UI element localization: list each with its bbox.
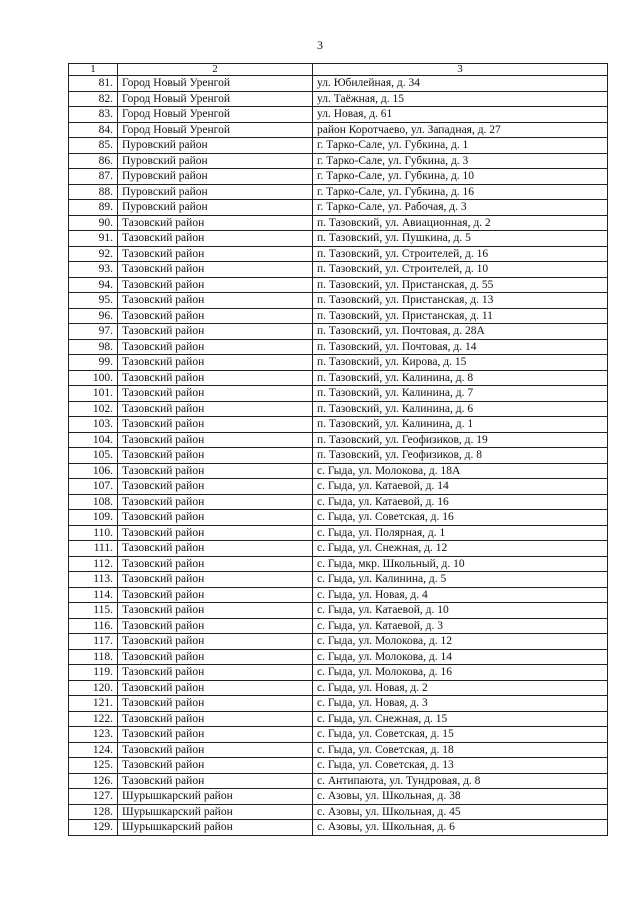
- address-cell: п. Тазовский, ул. Геофизиков, д. 8: [313, 448, 608, 464]
- row-number-cell: 98.: [69, 339, 118, 355]
- district-cell: Тазовский район: [118, 587, 313, 603]
- row-number-cell: 107.: [69, 479, 118, 495]
- address-cell: п. Тазовский, ул. Кирова, д. 15: [313, 355, 608, 371]
- row-number-cell: 121.: [69, 696, 118, 712]
- table-row: [69, 355, 608, 371]
- address-cell: с. Гыда, ул. Катаевой, д. 16: [313, 494, 608, 510]
- district-cell: Тазовский район: [118, 680, 313, 696]
- district-cell: Тазовский район: [118, 618, 313, 634]
- table-row: [69, 153, 608, 169]
- address-cell: с. Гыда, ул. Молокова, д. 16: [313, 665, 608, 681]
- row-number-cell: 119.: [69, 665, 118, 681]
- row-number-cell: 88.: [69, 184, 118, 200]
- district-cell: Шурышкарский район: [118, 804, 313, 820]
- district-cell: Город Новый Уренгой: [118, 76, 313, 92]
- table-row: [69, 417, 608, 433]
- district-cell: Тазовский район: [118, 541, 313, 557]
- table-row: [69, 386, 608, 402]
- address-cell: с. Гыда, ул. Новая, д. 4: [313, 587, 608, 603]
- table-row: [69, 680, 608, 696]
- table-row: [69, 463, 608, 479]
- address-cell: с. Антипаюта, ул. Тундровая, д. 8: [313, 773, 608, 789]
- row-number-cell: 87.: [69, 169, 118, 185]
- row-number-cell: 115.: [69, 603, 118, 619]
- address-cell: с. Гыда, ул. Молокова, д. 18А: [313, 463, 608, 479]
- district-cell: Тазовский район: [118, 277, 313, 293]
- row-number-cell: 90.: [69, 215, 118, 231]
- address-cell: п. Тазовский, ул. Пристанская, д. 11: [313, 308, 608, 324]
- address-cell: с. Гыда, ул. Молокова, д. 14: [313, 649, 608, 665]
- district-cell: Тазовский район: [118, 742, 313, 758]
- table-row: [69, 711, 608, 727]
- row-number-cell: 125.: [69, 758, 118, 774]
- address-cell: п. Тазовский, ул. Калинина, д. 7: [313, 386, 608, 402]
- address-cell: с. Гыда, ул. Советская, д. 18: [313, 742, 608, 758]
- address-cell: п. Тазовский, ул. Калинина, д. 8: [313, 370, 608, 386]
- address-cell: п. Тазовский, ул. Калинина, д. 1: [313, 417, 608, 433]
- column-header-address: 3: [313, 64, 608, 76]
- district-cell: Тазовский район: [118, 432, 313, 448]
- row-number-cell: 110.: [69, 525, 118, 541]
- district-cell: Тазовский район: [118, 479, 313, 495]
- address-cell: г. Тарко-Сале, ул. Рабочая, д. 3: [313, 200, 608, 216]
- row-number-cell: 94.: [69, 277, 118, 293]
- address-cell: с. Гыда, ул. Снежная, д. 15: [313, 711, 608, 727]
- district-cell: Пуровский район: [118, 169, 313, 185]
- district-cell: Пуровский район: [118, 200, 313, 216]
- table-row: [69, 525, 608, 541]
- address-cell: с. Гыда, ул. Советская, д. 15: [313, 727, 608, 743]
- address-cell: с. Гыда, ул. Снежная, д. 12: [313, 541, 608, 557]
- table-row: [69, 634, 608, 650]
- table-row: [69, 432, 608, 448]
- row-number-cell: 89.: [69, 200, 118, 216]
- column-header-number: 1: [69, 64, 118, 76]
- table-row: [69, 758, 608, 774]
- row-number-cell: 111.: [69, 541, 118, 557]
- address-cell: с. Гыда, ул. Советская, д. 13: [313, 758, 608, 774]
- page-number: 3: [317, 38, 323, 52]
- district-cell: Город Новый Уренгой: [118, 91, 313, 107]
- district-cell: Пуровский район: [118, 184, 313, 200]
- address-cell: с. Гыда, ул. Советская, д. 16: [313, 510, 608, 526]
- row-number-cell: 103.: [69, 417, 118, 433]
- district-cell: Тазовский район: [118, 711, 313, 727]
- table-row: [69, 494, 608, 510]
- row-number-cell: 101.: [69, 386, 118, 402]
- row-number-cell: 118.: [69, 649, 118, 665]
- address-cell: п. Тазовский, ул. Пристанская, д. 55: [313, 277, 608, 293]
- district-cell: Тазовский район: [118, 556, 313, 572]
- table-row: [69, 293, 608, 309]
- address-cell: п. Тазовский, ул. Пушкина, д. 5: [313, 231, 608, 247]
- district-cell: Тазовский район: [118, 386, 313, 402]
- district-cell: Тазовский район: [118, 324, 313, 340]
- address-cell: с. Гыда, мкр. Школьный, д. 10: [313, 556, 608, 572]
- district-cell: Тазовский район: [118, 665, 313, 681]
- row-number-cell: 105.: [69, 448, 118, 464]
- address-cell: с. Азовы, ул. Школьная, д. 6: [313, 820, 608, 836]
- address-cell: с. Азовы, ул. Школьная, д. 45: [313, 804, 608, 820]
- row-number-cell: 109.: [69, 510, 118, 526]
- district-cell: Пуровский район: [118, 138, 313, 154]
- table-row: [69, 401, 608, 417]
- address-cell: г. Тарко-Сале, ул. Губкина, д. 1: [313, 138, 608, 154]
- table-row: [69, 572, 608, 588]
- table-row: [69, 665, 608, 681]
- row-number-cell: 95.: [69, 293, 118, 309]
- row-number-cell: 116.: [69, 618, 118, 634]
- district-cell: Тазовский район: [118, 355, 313, 371]
- row-number-cell: 102.: [69, 401, 118, 417]
- address-cell: район Коротчаево, ул. Западная, д. 27: [313, 122, 608, 138]
- table-row: [69, 820, 608, 836]
- address-cell: ул. Таёжная, д. 15: [313, 91, 608, 107]
- table-header-row: [69, 64, 608, 76]
- row-number-cell: 106.: [69, 463, 118, 479]
- table-row: [69, 649, 608, 665]
- table-row: [69, 510, 608, 526]
- district-cell: Тазовский район: [118, 603, 313, 619]
- row-number-cell: 96.: [69, 308, 118, 324]
- table-row: [69, 696, 608, 712]
- table-row: [69, 603, 608, 619]
- district-cell: Город Новый Уренгой: [118, 107, 313, 123]
- table-row: [69, 246, 608, 262]
- address-cell: п. Тазовский, ул. Пристанская, д. 13: [313, 293, 608, 309]
- district-cell: Город Новый Уренгой: [118, 122, 313, 138]
- row-number-cell: 112.: [69, 556, 118, 572]
- table-row: [69, 324, 608, 340]
- district-cell: Тазовский район: [118, 773, 313, 789]
- address-cell: п. Тазовский, ул. Калинина, д. 6: [313, 401, 608, 417]
- table-row: [69, 587, 608, 603]
- address-cell: ул. Новая, д. 61: [313, 107, 608, 123]
- address-cell: с. Гыда, ул. Полярная, д. 1: [313, 525, 608, 541]
- column-header-district: 2: [118, 64, 313, 76]
- row-number-cell: 123.: [69, 727, 118, 743]
- table-row: [69, 541, 608, 557]
- row-number-cell: 92.: [69, 246, 118, 262]
- district-cell: Тазовский район: [118, 758, 313, 774]
- address-cell: ул. Юбилейная, д. 34: [313, 76, 608, 92]
- district-cell: Тазовский район: [118, 696, 313, 712]
- row-number-cell: 85.: [69, 138, 118, 154]
- table-row: [69, 556, 608, 572]
- district-cell: Тазовский район: [118, 510, 313, 526]
- table-row: [69, 138, 608, 154]
- row-number-cell: 108.: [69, 494, 118, 510]
- row-number-cell: 83.: [69, 107, 118, 123]
- row-number-cell: 81.: [69, 76, 118, 92]
- table-row: [69, 479, 608, 495]
- row-number-cell: 117.: [69, 634, 118, 650]
- district-cell: Тазовский район: [118, 215, 313, 231]
- district-cell: Тазовский район: [118, 494, 313, 510]
- table-row: [69, 91, 608, 107]
- table-row: [69, 727, 608, 743]
- district-cell: Тазовский район: [118, 262, 313, 278]
- district-cell: Тазовский район: [118, 339, 313, 355]
- address-cell: п. Тазовский, ул. Строителей, д. 16: [313, 246, 608, 262]
- table-body: [69, 76, 608, 836]
- address-cell: г. Тарко-Сале, ул. Губкина, д. 16: [313, 184, 608, 200]
- table-row: [69, 804, 608, 820]
- row-number-cell: 93.: [69, 262, 118, 278]
- table-row: [69, 169, 608, 185]
- district-cell: Тазовский район: [118, 308, 313, 324]
- table-row: [69, 277, 608, 293]
- address-cell: с. Гыда, ул. Калинина, д. 5: [313, 572, 608, 588]
- table-row: [69, 122, 608, 138]
- address-cell: п. Тазовский, ул. Авиационная, д. 2: [313, 215, 608, 231]
- district-cell: Тазовский район: [118, 572, 313, 588]
- table-row: [69, 200, 608, 216]
- table-row: [69, 448, 608, 464]
- row-number-cell: 97.: [69, 324, 118, 340]
- table-row: [69, 184, 608, 200]
- address-cell: с. Гыда, ул. Новая, д. 3: [313, 696, 608, 712]
- address-cell: п. Тазовский, ул. Геофизиков, д. 19: [313, 432, 608, 448]
- district-cell: Тазовский район: [118, 727, 313, 743]
- district-cell: Тазовский район: [118, 246, 313, 262]
- row-number-cell: 99.: [69, 355, 118, 371]
- address-cell: с. Гыда, ул. Новая, д. 2: [313, 680, 608, 696]
- table-row: [69, 742, 608, 758]
- table-row: [69, 215, 608, 231]
- table-row: [69, 370, 608, 386]
- row-number-cell: 122.: [69, 711, 118, 727]
- row-number-cell: 86.: [69, 153, 118, 169]
- district-cell: Тазовский район: [118, 370, 313, 386]
- district-cell: Тазовский район: [118, 463, 313, 479]
- table-row: [69, 76, 608, 92]
- district-cell: Тазовский район: [118, 417, 313, 433]
- table-row: [69, 789, 608, 805]
- address-cell: с. Гыда, ул. Катаевой, д. 10: [313, 603, 608, 619]
- address-cell: г. Тарко-Сале, ул. Губкина, д. 3: [313, 153, 608, 169]
- district-cell: Шурышкарский район: [118, 820, 313, 836]
- address-cell: п. Тазовский, ул. Почтовая, д. 14: [313, 339, 608, 355]
- row-number-cell: 104.: [69, 432, 118, 448]
- district-cell: Тазовский район: [118, 649, 313, 665]
- row-number-cell: 84.: [69, 122, 118, 138]
- address-cell: п. Тазовский, ул. Почтовая, д. 28А: [313, 324, 608, 340]
- table-row: [69, 107, 608, 123]
- district-cell: Тазовский район: [118, 448, 313, 464]
- address-cell: с. Гыда, ул. Молокова, д. 12: [313, 634, 608, 650]
- row-number-cell: 126.: [69, 773, 118, 789]
- address-cell: п. Тазовский, ул. Строителей, д. 10: [313, 262, 608, 278]
- district-cell: Шурышкарский район: [118, 789, 313, 805]
- row-number-cell: 100.: [69, 370, 118, 386]
- table-row: [69, 773, 608, 789]
- row-number-cell: 82.: [69, 91, 118, 107]
- table-row: [69, 618, 608, 634]
- address-table: [68, 63, 608, 836]
- address-cell: с. Гыда, ул. Катаевой, д. 14: [313, 479, 608, 495]
- district-cell: Тазовский район: [118, 293, 313, 309]
- address-cell: г. Тарко-Сале, ул. Губкина, д. 10: [313, 169, 608, 185]
- table-row: [69, 339, 608, 355]
- table-row: [69, 308, 608, 324]
- row-number-cell: 91.: [69, 231, 118, 247]
- district-cell: Тазовский район: [118, 634, 313, 650]
- row-number-cell: 120.: [69, 680, 118, 696]
- row-number-cell: 129.: [69, 820, 118, 836]
- row-number-cell: 124.: [69, 742, 118, 758]
- district-cell: Тазовский район: [118, 231, 313, 247]
- row-number-cell: 113.: [69, 572, 118, 588]
- address-cell: с. Гыда, ул. Катаевой, д. 3: [313, 618, 608, 634]
- row-number-cell: 114.: [69, 587, 118, 603]
- row-number-cell: 128.: [69, 804, 118, 820]
- district-cell: Пуровский район: [118, 153, 313, 169]
- district-cell: Тазовский район: [118, 525, 313, 541]
- table-row: [69, 262, 608, 278]
- district-cell: Тазовский район: [118, 401, 313, 417]
- address-cell: с. Азовы, ул. Школьная, д. 38: [313, 789, 608, 805]
- table-row: [69, 231, 608, 247]
- row-number-cell: 127.: [69, 789, 118, 805]
